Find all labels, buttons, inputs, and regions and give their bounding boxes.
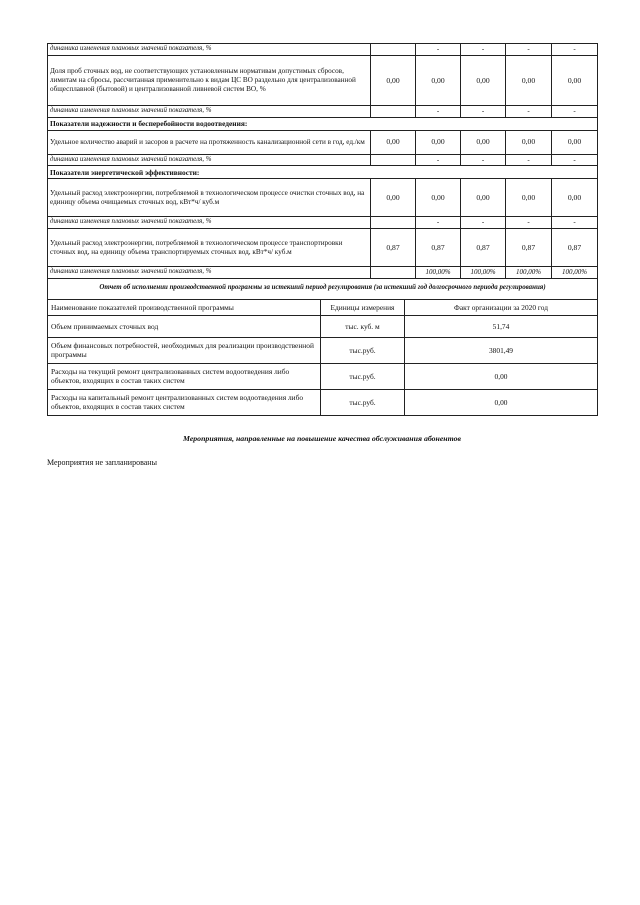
report-title: Отчет об исполнении производственной программы за истекший период регулирования (за истекший год долгосрочного периода регулирования) [48, 278, 598, 299]
cell-dash: - [506, 44, 552, 56]
report-header-row [48, 299, 598, 315]
value-cell: 0,87 [506, 229, 552, 267]
dynamics-label: динамика изменения плановых значений показателя, % [48, 154, 371, 166]
value-cell: 0,00 [506, 130, 552, 154]
value-cell: 0,00 [506, 179, 552, 217]
report-item-name: Расходы на капитальный ремонт централизованных систем водоотведения либо объектов, входящих в состав таких систем [48, 389, 321, 415]
section-heading: Показатели надежности и бесперебойности водоотведения: [48, 117, 598, 130]
report-item-unit: тыс.руб. [321, 389, 405, 415]
cell-dash: - [506, 105, 552, 117]
cell-dash: - [416, 44, 461, 56]
cell-dash: - [416, 217, 461, 229]
value-cell: 0,00 [371, 55, 416, 105]
accidents-row [48, 130, 598, 154]
row-label: Доля проб сточных вод, не соответствующих установленным нормативам допустимых сбросов, лимитам на сбросы, рассчитанная применительно к видам ЦС ВО раздельно для централизованной общесплавной (бытовой) и централизованной ливневой систем ВО, % [48, 55, 371, 105]
report-row [48, 337, 598, 363]
dynamics-row [48, 44, 598, 56]
report-row [48, 389, 598, 415]
report-table [47, 299, 598, 416]
value-cell: 0,87 [552, 229, 598, 267]
cell-dash: - [461, 44, 506, 56]
report-item-value: 3801,49 [405, 337, 598, 363]
section-heading: Показатели энергетической эффективности: [48, 166, 598, 179]
dynamics-label: динамика изменения плановых значений показателя, % [48, 217, 371, 229]
cell-dash: - [552, 44, 598, 56]
value-cell: 0,00 [552, 55, 598, 105]
value-cell: 0,00 [416, 130, 461, 154]
report-row [48, 363, 598, 389]
report-item-value: 0,00 [405, 363, 598, 389]
header-name: Наименование показателей производственной программы [48, 299, 321, 315]
header-fact: Факт организации за 2020 год [405, 299, 598, 315]
measures-title: Мероприятия, направленные на повышение качества обслуживания абонентов [183, 434, 461, 443]
dynamics-row [48, 267, 598, 279]
value-cell: 0,87 [416, 229, 461, 267]
cell-dash: - [506, 217, 552, 229]
value-cell: 0,87 [371, 229, 416, 267]
percent-cell: 100,00% [461, 267, 506, 279]
dynamics-label: динамика изменения плановых значений показателя, % [48, 267, 371, 279]
dynamics-row [48, 154, 598, 166]
energy-cleaning-row [48, 179, 598, 217]
value-cell: 0,00 [371, 130, 416, 154]
value-cell: 0,00 [552, 130, 598, 154]
document-page [47, 43, 597, 416]
cell-empty [371, 44, 416, 56]
value-cell: 0,00 [416, 179, 461, 217]
cell-dash: - [461, 154, 506, 166]
report-item-value: 0,00 [405, 389, 598, 415]
value-cell: 0,00 [461, 179, 506, 217]
cell-dash: - [416, 105, 461, 117]
row-label: Удельное количество аварий и засоров в расчете на протяженность канализационной сети в год, ед./км [48, 130, 371, 154]
report-item-unit: тыс. куб. м [321, 315, 405, 337]
section-row [48, 117, 598, 130]
report-item-unit: тыс.руб. [321, 363, 405, 389]
cell-dash: - [461, 217, 506, 229]
report-title-row [48, 278, 598, 299]
value-cell: 0,00 [461, 55, 506, 105]
measures-text: Мероприятия не запланированы [47, 458, 157, 467]
percent-cell: 100,00% [506, 267, 552, 279]
value-cell: 0,00 [416, 55, 461, 105]
report-item-name: Расходы на текущий ремонт централизованных систем водоотведения либо объектов, входящих в состав таких систем [48, 363, 321, 389]
percent-cell: 100,00% [416, 267, 461, 279]
dynamics-label: динамика изменения плановых значений показателя, % [48, 44, 371, 56]
report-item-name: Объем принимаемых сточных вод [48, 315, 321, 337]
report-item-unit: тыс.руб. [321, 337, 405, 363]
cell-empty [371, 217, 416, 229]
value-cell: 0,00 [371, 179, 416, 217]
report-item-value: 51,74 [405, 315, 598, 337]
section-row [48, 166, 598, 179]
value-cell: 0,87 [461, 229, 506, 267]
cell-dash: - [416, 154, 461, 166]
value-cell: 0,00 [461, 130, 506, 154]
dynamics-row [48, 105, 598, 117]
report-item-name: Объем финансовых потребностей, необходимых для реализации производственной программы [48, 337, 321, 363]
header-unit: Единицы измерения [321, 299, 405, 315]
energy-transport-row [48, 229, 598, 267]
cell-dash: - [506, 154, 552, 166]
cell-dash: - [552, 217, 598, 229]
indicators-table [47, 43, 598, 300]
report-row [48, 315, 598, 337]
dynamics-row [48, 217, 598, 229]
cell-empty [371, 154, 416, 166]
cell-empty [371, 267, 416, 279]
cell-dash: - [552, 154, 598, 166]
row-label: Удельный расход электроэнергии, потребляемой в технологическом процессе транспортировки сточных вод, на единицу объема транспортируемых сточных вод, кВт*ч/ куб.м [48, 229, 371, 267]
cell-dash: - [461, 105, 506, 117]
value-cell: 0,00 [552, 179, 598, 217]
percent-cell: 100,00% [552, 267, 598, 279]
value-cell: 0,00 [506, 55, 552, 105]
cell-dash: - [552, 105, 598, 117]
sample-share-row [48, 55, 598, 105]
dynamics-label: динамика изменения плановых значений показателя, % [48, 105, 371, 117]
cell-empty [371, 105, 416, 117]
row-label: Удельный расход электроэнергии, потребляемой в технологическом процессе очистки сточных вод, на единицу объема очищаемых сточных вод, кВт*ч/ куб.м [48, 179, 371, 217]
